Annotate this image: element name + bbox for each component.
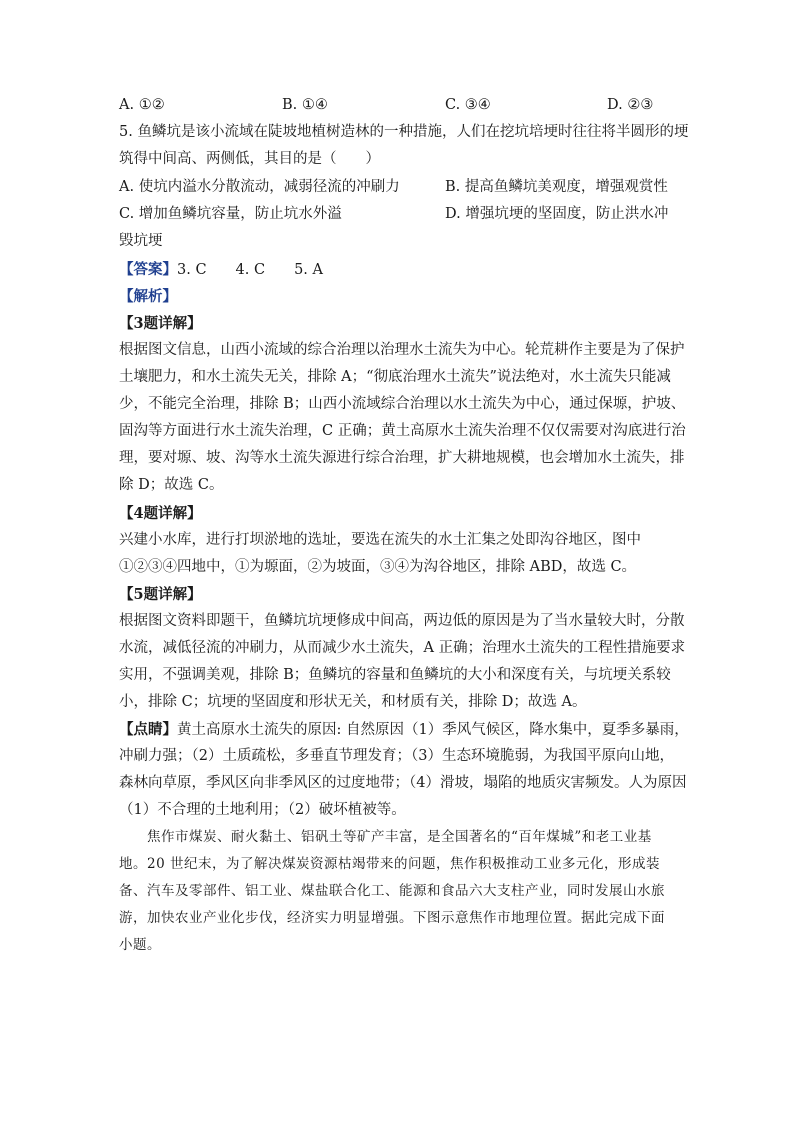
q3-detail-line: 根据图文信息，山西小流域的综合治理以治理水土流失为中心。轮荒耕作主要是为了保护	[119, 342, 685, 358]
q3-detail-line: 理，要对塬、坡、沟等水土流失源进行综合治理，扩大耕地规模，也会增加水土流失，排	[119, 450, 685, 466]
q5-option-a: A. 使坑内溢水分散流动，减弱径流的冲刷力	[119, 179, 400, 195]
answer-text: 3. C 4. C 5. A	[177, 262, 323, 278]
q5-option-c: C. 增加鱼鳞坑容量，防止坑水外溢	[119, 206, 342, 222]
q4-detail-tag: 【4题详解】	[119, 505, 202, 522]
q5-option-b: B. 提高鱼鳞坑美观度，增强观赏性	[445, 179, 668, 195]
q5-detail-line: 小，排除 C；坑埂的坚固度和形状无关，和材质有关，排除 D；故选 A。	[119, 694, 587, 710]
q4-detail-line: ①②③④四地中，①为塬面，②为坡面，③④为沟谷地区，排除 ABD，故选 C。	[119, 559, 637, 575]
q3-detail-line: 少，不能完全治理，排除 B；山西小流域综合治理以水土流失为中心，通过保塬，护坡、	[119, 396, 686, 412]
q5-detail-tag: 【5题详解】	[119, 586, 202, 603]
key-point-text: 黄土高原水土流失的原因: 自然原因（1）季风气候区，降水集中，夏季多暴雨，	[177, 722, 689, 738]
material-line: 游，加快农业产业化步伐，经济实力明显增强。下图示意焦作市地理位置。据此完成下面	[119, 910, 665, 926]
q5-detail-line: 根据图文资料即题干，鱼鳞坑坑埂修成中间高，两边低的原因是为了当水量较大时，分散	[119, 613, 685, 629]
key-point-line: 森林向草原，季风区向非季风区的过度地带；（4）滑坡，塌陷的地质灾害频发。人为原因	[119, 775, 687, 791]
material-line: 焦作市煤炭、耐火黏土、铝矾土等矿产丰富，是全国著名的“百年煤城”和老工业基	[147, 829, 652, 845]
q3-detail-line: 土壤肥力，和水土流失无关，排除 A；“彻底治理水土流失”说法绝对，水土流失只能减	[119, 369, 671, 385]
key-point-first-line	[119, 716, 689, 744]
key-point-tag: 【点睛】	[119, 721, 177, 738]
material-line: 备、汽车及零部件、铝工业、煤盐联合化工、能源和食品六大支柱产业，同时发展山水旅	[119, 883, 665, 899]
analysis-tag: 【解析】	[119, 288, 177, 305]
q5-detail-line: 水流，减低径流的冲刷力，从而减少水土流失，A 正确；治理水土流失的工程性措施要求	[119, 640, 686, 656]
q4-detail-line: 兴建小水库，进行打坝淤地的选址，要选在流失的水土汇集之处即沟谷地区，图中	[119, 532, 641, 548]
key-point-line: 冲刷力强；（2）土质疏松，多垂直节理发育；（3）生态环境脆弱，为我国平原向山地，	[119, 748, 674, 764]
answer-tag: 【答案】	[119, 261, 177, 278]
q3-detail-line: 固沟等方面进行水土流失治理，C 正确；黄土高原水土流失治理不仅仅需要对沟底进行治	[119, 423, 686, 439]
material-line: 地。20 世纪末，为了解决煤炭资源枯竭带来的问题，焦作积极推动工业多元化，形成装	[119, 856, 660, 872]
answer-line	[119, 256, 323, 284]
q3-detail-line: 除 D；故选 C。	[119, 477, 224, 493]
q5-detail-line: 实用，不强调美观，排除 B；鱼鳞坑的容量和鱼鳞坑的大小和深度有关，与坑埂关系较	[119, 667, 671, 683]
q4-option-d: D. ②③	[607, 97, 654, 113]
q4-option-c: C. ③④	[445, 97, 491, 113]
q4-option-b: B. ①④	[282, 97, 328, 113]
q3-detail-tag: 【3题详解】	[119, 315, 202, 332]
material-line: 小题。	[119, 937, 161, 953]
q5-stem-line-2: 筑得中间高、两侧低，其目的是（ ）	[119, 151, 380, 167]
q4-option-a: A. ①②	[119, 97, 165, 113]
q5-option-d-line-1: D. 增强坑埂的坚固度，防止洪水冲	[445, 206, 669, 222]
q5-stem-line-1: 5. 鱼鳞坑是该小流域在陡坡地植树造林的一种措施，人们在挖坑培埂时往往将半圆形的埂	[119, 124, 689, 140]
q5-option-d-line-2: 毁坑埂	[119, 233, 163, 249]
key-point-line: （1）不合理的土地利用；（2）破坏植被等。	[119, 802, 406, 818]
